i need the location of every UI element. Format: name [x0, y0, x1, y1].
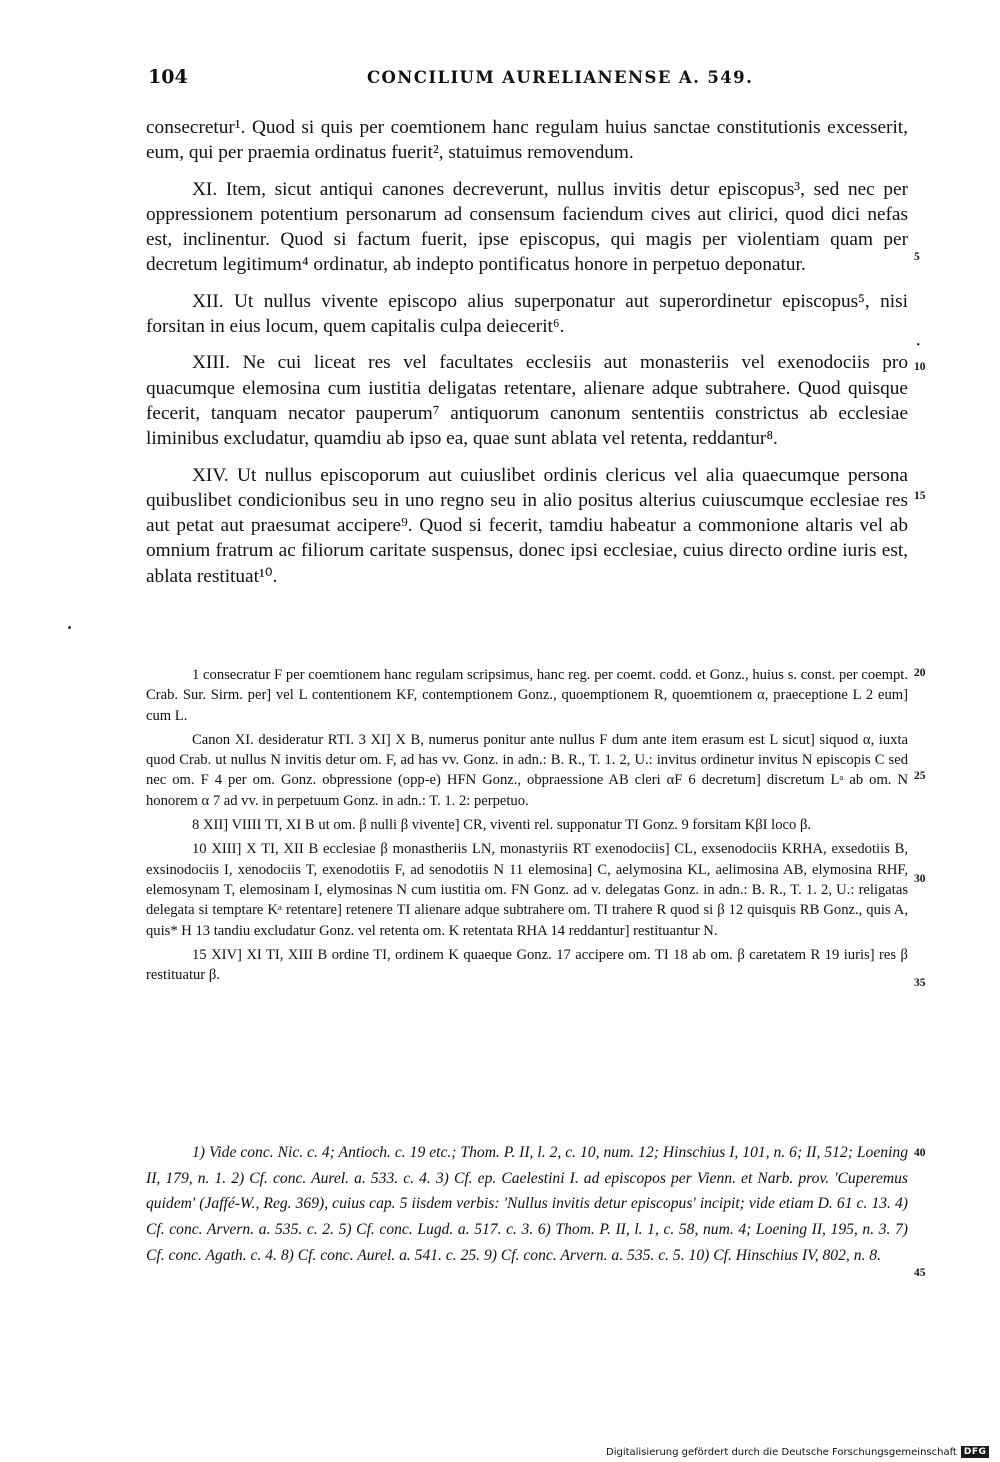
margin-dot-mark: · — [916, 338, 921, 353]
footnote-block: 1) Vide conc. Nic. c. 4; Antioch. c. 19 etc.; Thom. P. II, l. 2, c. 10, num. 12; Hinschius I, 101, n. 6; II, 512; Loening II, 179, n. 1. 2) Cf. conc. Aurel. a. 533. c. 4. 3) Cf. ep. Caelestini I. ad episcopos per Vienn. et Narb. prov. 'Cuperemus quidem' (Jaffé-W., Reg. 369), cuius cap. 5 iisdem verbis: 'Nullus invitis detur episcopus' incipit; vide etiam D. 61 c. 13. 4) Cf. conc. Arvern. a. 535. c. 2. 5) Cf. conc. Lugd. a. 517. c. 3. 6) Thom. P. II, l. 1, c. 58, num. 4; Loening II, 195, n. 3. 7) Cf. conc. Agath. c. 4. 8) Cf. conc. Aurel. a. 541. c. 25. 9) Cf. conc. Arvern. a. 535. c. 5. 10) Cf. Hinschius IV, 802, n. 8. — [146, 1144, 908, 1264]
footnotes — [146, 1140, 908, 1269]
page-number: 104 — [148, 66, 188, 88]
canon-xiii: XIII. Ne cui liceat res vel facultates ecclesiis aut monasteriis vel exenodociis pro quacumque elemosina cum iustitia deligatas retentare, alienare adque subtrahere. Quod quisque fecerit, tanquam necator pauperum⁷ antiquorum canonum sententiis constrictus ab ecclesiae liminibus excludatur, quamdiu ab ipso ea, quae sunt ablata vel retenta, reddantur⁸. — [146, 352, 908, 450]
credit-text: Digitalisierung gefördert durch die Deutsche Forschungsgemeinschaft — [606, 1446, 957, 1458]
line-number-25: 25 — [914, 770, 926, 782]
line-number-35: 35 — [914, 977, 926, 989]
apparatus-entry: 1 consecratur F per coemtionem hanc regulam scripsimus, hanc reg. per coemt. codd. et Gonz., huius s. const. per coempt. Crab. Sur. Sirm. per] vel L contentionem KF, contemptionem Gonz., quoemptionem R, quoemtionem α, praeceptione L 2 eum] cum L. — [146, 667, 908, 724]
running-head: CONCILIUM AURELIANENSE A. 549. — [367, 68, 754, 87]
canon-xi: XI. Item, sicut antiqui canones decreverunt, nullus invitis detur episcopus³, sed nec per oppressionem potentium personarum ad consensum faciendum cives aut clirici, quod dici nefas est, inclinentur. Quod si factum fuerit, ipse episcopus, qui magis per violentiam quam per decretum legitimum⁴ ordinatur, ab indepto pontificatus honore in perpetuo deponatur. — [146, 178, 908, 276]
main-text — [146, 115, 908, 589]
line-number-10: 10 — [914, 361, 926, 373]
critical-apparatus — [146, 665, 908, 985]
canon-xii: XII. Ut nullus vivente episcopo alius superponatur aut superordinetur episcopus⁵, nisi forsitan in eius locum, quem capitalis culpa deiecerit⁶. — [146, 290, 908, 338]
dfg-logo: DFG — [961, 1446, 990, 1458]
line-number-20: 20 — [914, 667, 926, 679]
apparatus-entry: 10 XIII] X TI, XII B ecclesiae β monastheriis LN, monastyriis RT exenodociis] CL, exsenodociis KRHA, exsedotiis B, exsinodociis I, xenodociis T, exenodotiis F, ad senodotiis N 11 elemosina] C, aelymosina KL, aelimosina AB, elymosina RHF, elemosynam T, elemosinam I, elymosinas N cum iustitia om. FN Gonz. ad v. delegatas Gonz. in adn.: B. R., T. 1. 2, U.: religatas delegata si temptare Kᵃ retentare] retenere TI alienare adque subtrahere om. TI trahere R quod si β 12 quisquis RB Gonz., quis A, quis* H 13 tandiu excludatur Gonz. vel retenta om. K retentata RHA 14 reddantur] restituantur N. — [146, 841, 908, 939]
digitization-credit — [606, 1446, 989, 1458]
paragraph-continuation: consecretur¹. Quod si quis per coemtionem hanc regulam huius sanctae constitutionis excesserit, eum, qui per praemia ordinatus fuerit², statuimus removendum. — [146, 117, 908, 164]
line-number-5: 5 — [914, 251, 920, 263]
line-number-45: 45 — [914, 1267, 926, 1279]
apparatus-entry: 15 XIV] XI TI, XIII B ordine TI, ordinem K quaeque Gonz. 17 accipere om. TI 18 ab om. β caretatem R 19 iuris] res β restituatur β. — [146, 946, 908, 984]
margin-speck — [68, 626, 71, 629]
canon-xiv: XIV. Ut nullus episcoporum aut cuiuslibet ordinis clericus vel alia quaecumque persona quibuslibet condicionibus seu in uno regno seu in alio positus alterius cuiuscumque ecclesiae res aut petat aut praesumat accipere⁹. Quod si fecerit, tamdiu habeatur a commonione altaris vel ab omnium fratrum ac filiorum caritate suspensus, donec ipsi ecclesiae, cuius directo ordine iuris est, ablata restituat¹⁰. — [146, 464, 908, 587]
apparatus-entry: 8 XII] VIIII TI, XI B ut om. β nulli β vivente] CR, viventi rel. supponatur TI Gonz. 9 forsitam KβI loco β. — [192, 817, 812, 834]
apparatus-entry: Canon XI. desideratur RTI. 3 XI] X B, numerus ponitur ante nullus F dum ante item erasum est L sicut] siquod α, iuxta quod Crab. ut nullus N invitis detur om. F, ad has vv. Gonz. in adn.: B. R., T. 1. 2, U.: invitus ordinetur invitus N episcopis C sed nec om. F 4 per om. Gonz. obpressione (opp-e) HFN Gonz., obpraessione AB cleri αF 6 decretum] discretum Lᵃ ab om. N honorem α 7 ad vv. in perpetuum Gonz. in adn.: T. 1. 2: perpetuo. — [146, 731, 908, 809]
line-number-30: 30 — [914, 873, 926, 885]
line-number-40: 40 — [914, 1147, 926, 1159]
line-number-15: 15 — [914, 490, 926, 502]
